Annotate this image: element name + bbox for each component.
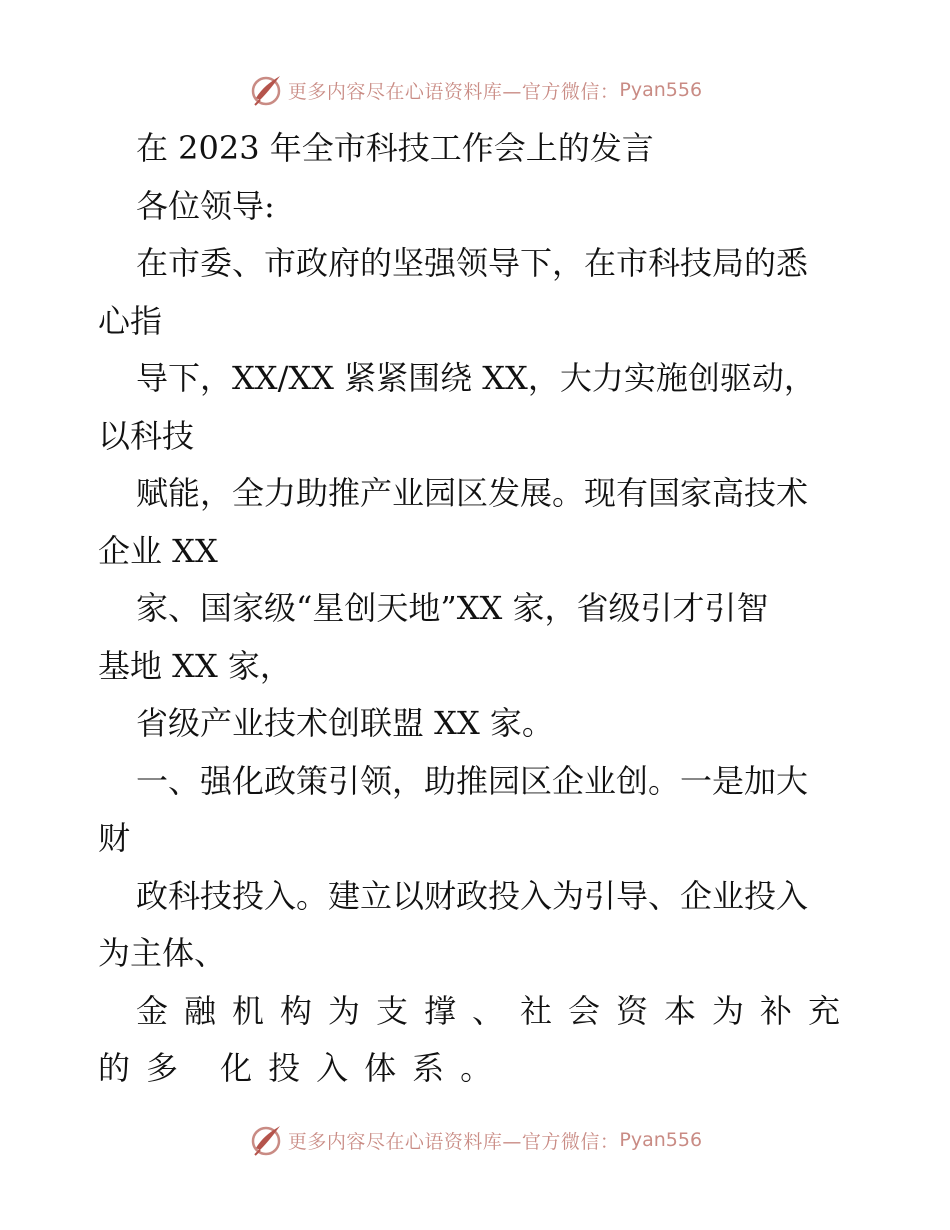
paragraph-line: 基地 XX 家， bbox=[98, 646, 292, 685]
watermark-account: Pyan556 bbox=[619, 79, 703, 101]
paragraph-line: 为主体、 bbox=[98, 934, 227, 972]
paragraph-line: 省级产业技术创联盟 XX 家。 bbox=[136, 704, 554, 742]
paragraph-line: 在市委、市政府的坚强领导下，在市科技局的悉 bbox=[136, 244, 809, 282]
paragraph-line: 企业 XX bbox=[98, 531, 218, 570]
salutation: 各位领导: bbox=[136, 186, 275, 225]
document-body bbox=[98, 120, 858, 1098]
paragraph-line: 赋能，全力助推产业园区发展。现有国家高技术 bbox=[136, 474, 809, 512]
header-watermark bbox=[0, 70, 950, 110]
feather-pen-seal-icon bbox=[248, 72, 284, 108]
footer-watermark bbox=[0, 1120, 950, 1160]
paragraph-line: 心指 bbox=[98, 301, 163, 340]
watermark-text: 更多内容尽在心语资料库—官方微信： bbox=[287, 80, 620, 103]
section-heading-line: 一、强化政策引领，助推园区企业创。一是加大 bbox=[136, 761, 809, 800]
paragraph-line: 财 bbox=[98, 819, 131, 857]
paragraph-line: 导下，XX/XX 紧紧围绕 XX，大力实施创驱动， bbox=[136, 359, 816, 397]
watermark-account: Pyan556 bbox=[619, 1129, 703, 1151]
paragraph-line: 家、国家级“星创天地”XX 家，省级引才引智 bbox=[136, 589, 769, 627]
paragraph-line: 金融机构为支撑、社会资本为补充 bbox=[136, 991, 857, 1030]
feather-pen-seal-icon bbox=[248, 1122, 284, 1158]
paragraph-line: 的多 化投入体系。 bbox=[98, 1049, 509, 1087]
paragraph-line: 政科技投入。建立以财政投入为引导、企业投入 bbox=[136, 876, 809, 915]
watermark-text: 更多内容尽在心语资料库—官方微信： bbox=[287, 1130, 620, 1153]
document-title: 在 2023 年全市科技工作会上的发言 bbox=[136, 129, 654, 167]
paragraph-line: 以科技 bbox=[98, 416, 195, 455]
